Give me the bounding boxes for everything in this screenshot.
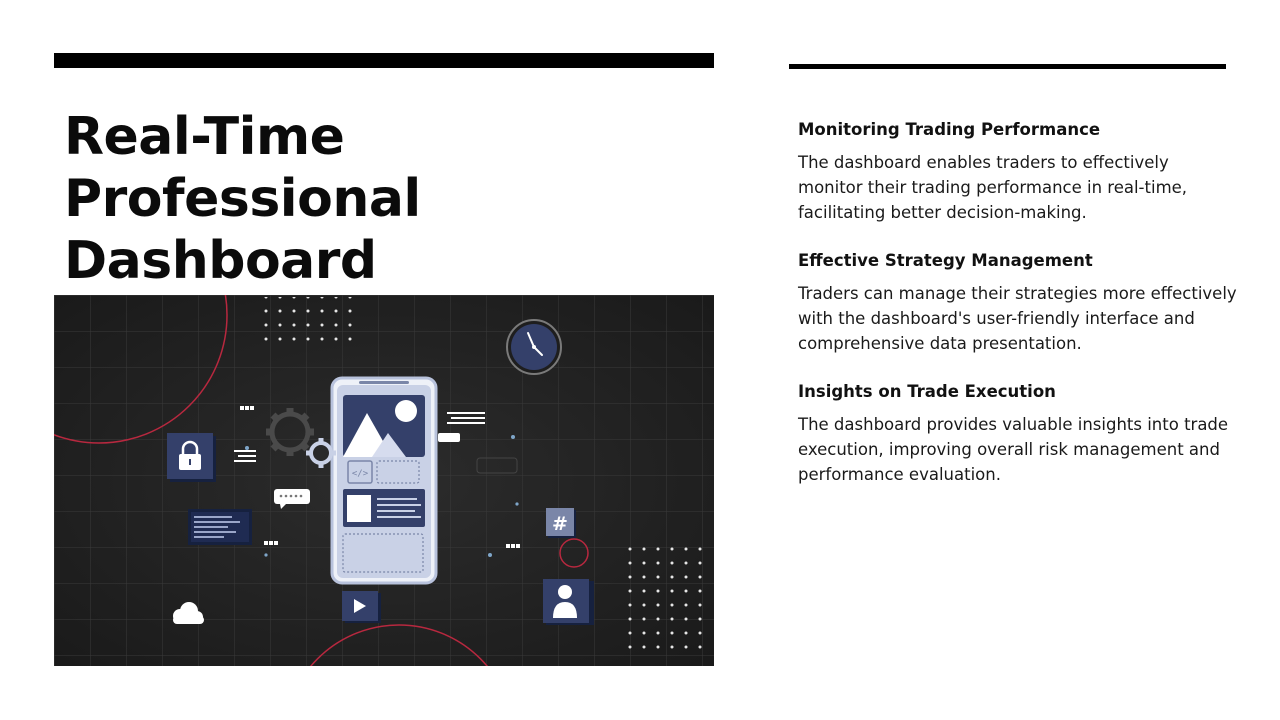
- dashboard-illustration: [54, 295, 714, 666]
- phone-mockup: [332, 378, 436, 583]
- dot-grid-top: [264, 297, 352, 345]
- user-icon: [543, 579, 594, 625]
- clock-icon: [507, 320, 561, 374]
- content-sections: [798, 118, 1238, 511]
- slide-title-line-2: Dashboard: [64, 231, 377, 291]
- section-heading: Insights on Trade Execution: [798, 382, 1056, 401]
- section-strategy: [798, 249, 1238, 356]
- code-window-icon: [188, 509, 252, 545]
- play-icon: [342, 591, 381, 623]
- section-execution: [798, 380, 1238, 487]
- section-heading: Effective Strategy Management: [798, 251, 1093, 270]
- section-body: The dashboard provides valuable insights into trade execution, improving overall risk management and performance evaluation.: [798, 415, 1229, 484]
- text-lines-icon: [447, 412, 485, 424]
- top-rule-left: [54, 53, 714, 68]
- slide-title-line-1: Real-Time Professional: [64, 107, 421, 229]
- hash-symbol: #: [552, 513, 568, 535]
- lock-icon: [167, 433, 216, 482]
- section-monitoring: [798, 118, 1238, 225]
- code-symbol: </>: [351, 469, 369, 479]
- small-pill: [438, 433, 460, 442]
- ellipsis-icon: [240, 406, 254, 410]
- top-rule-right: [789, 64, 1226, 69]
- dot-grid-bottom-right: [620, 547, 712, 657]
- section-heading: Monitoring Trading Performance: [798, 120, 1101, 139]
- section-body: The dashboard enables traders to effectively monitor their trading performance in real-time, facilitating better decision-making.: [798, 153, 1188, 222]
- section-body: Traders can manage their strategies more effectively with the dashboard's user-friendly interface and comprehensive data presentation.: [798, 284, 1237, 353]
